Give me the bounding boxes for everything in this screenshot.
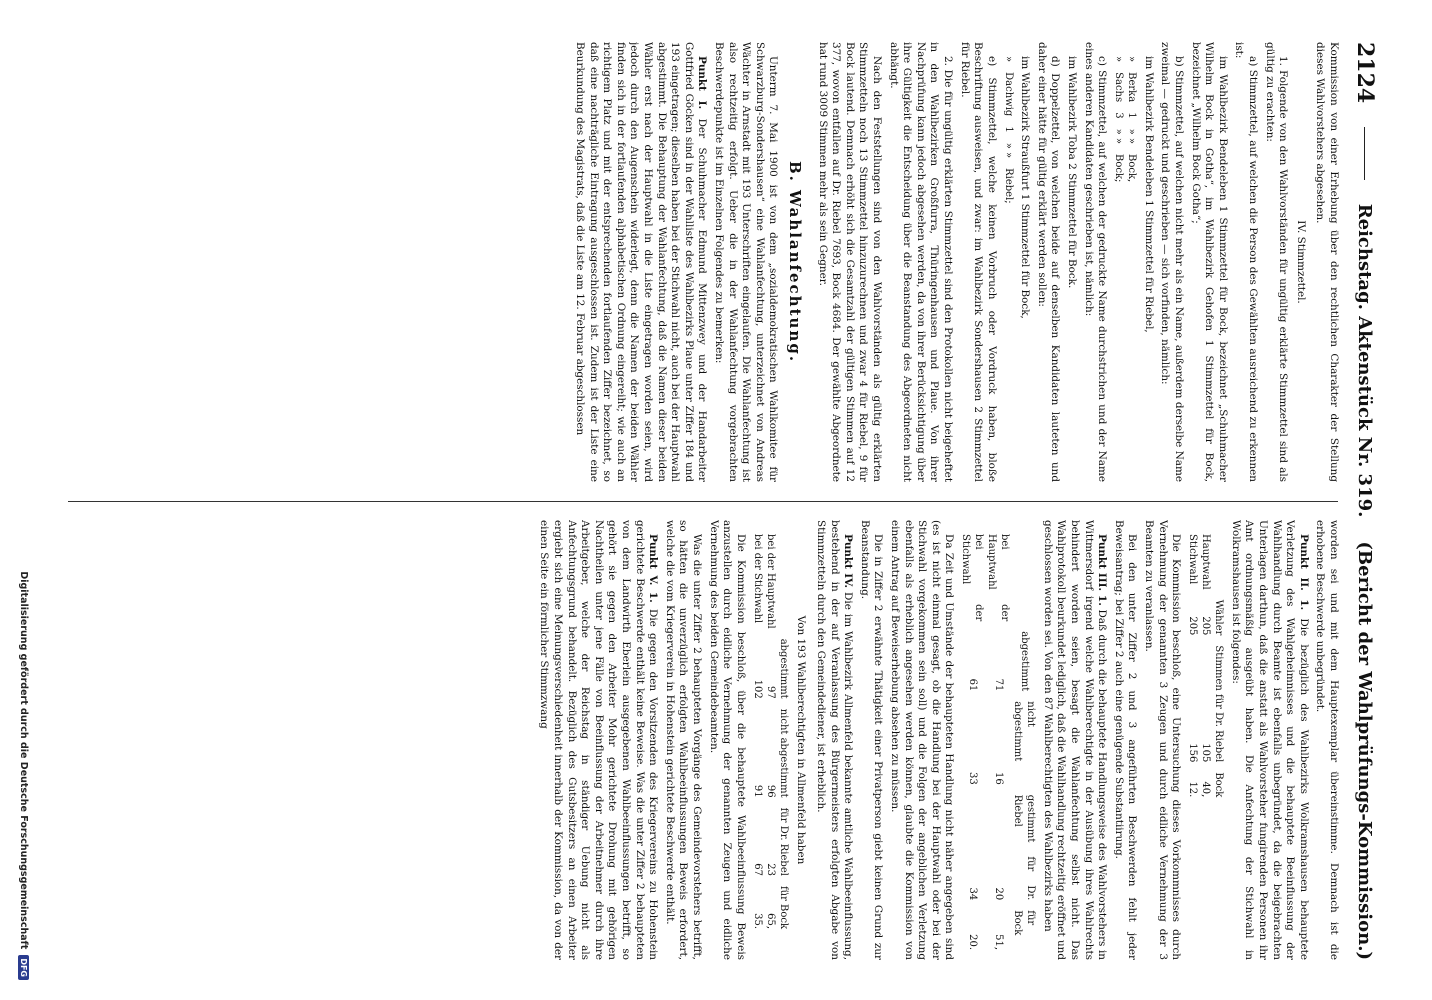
paragraph: im Wahlbezirk Bendeleben 1 Stimmzettel für Riebel, <box>1142 56 1155 333</box>
table-row <box>764 534 777 939</box>
table-header-cell: Bock <box>1213 772 1225 798</box>
table-row <box>1125 56 1138 192</box>
table-row <box>959 534 985 960</box>
paragraph-centered: Von 193 Wahlberechtigten in Allmenfeld haben <box>795 615 808 865</box>
table-header-cell: für Bock <box>777 885 789 930</box>
table-cell: 20. <box>966 934 978 950</box>
section-heading-wahlanfechtung: B. Wahlanfechtung. <box>786 160 804 364</box>
paragraph: 2. Die für ungültig erklärten Stimmzettel sind den Protokollen nicht beigeheftet in den Wahlbezirken Großfurra, Thüringenhausen und Plaue. Von ihrer Nachprüfung kann jedoch abgesehen werden, da von ihrer Berücksichtigung über ihre Gültigkeit die Entscheidung über die Beanstandung des Abgeordneten nicht abhängt. <box>887 42 954 482</box>
paragraph: im Wahlbezirk Straußfurt 1 Stimmzettel für Bock, <box>1019 56 1032 319</box>
table-header-cell: gestimmt für Dr. Riebel <box>1012 794 1037 901</box>
paragraph: c) Stimmzettel, auf welchen der gedruckte Name durchstrichen und der Name eines anderen Kandidaten geschrieben ist, nämlich: <box>1082 42 1109 482</box>
table-header-cell: Stimmen für Dr. Riebel <box>1213 645 1225 763</box>
page-header <box>1350 42 1380 960</box>
table-header-cell: nicht abgestimmt <box>1012 701 1037 762</box>
paragraph: Die in Ziffer 2 erwähnte Thätigkeit einer Privatperson giebt keinen Grund zur Beanstandung. <box>858 520 885 960</box>
table-cell: 105 <box>1200 743 1212 763</box>
list-count: 1 <box>1002 126 1014 133</box>
paragraph: Kommission von einer Erhebung über den rechtlichen Charakter der Stellung dieses Wahlvorstehers abgesehen. <box>1314 42 1340 482</box>
list-b <box>1112 56 1138 192</box>
table-cell: Stichwahl <box>1187 534 1199 585</box>
dfg-logo-icon: DFG <box>19 955 30 980</box>
table-row <box>751 534 764 939</box>
table-cell: 61 <box>966 678 978 692</box>
page-number: 2124 <box>1352 42 1378 104</box>
table-cell: bei der Stichwahl <box>960 534 985 622</box>
table-cell: 35. <box>751 913 763 930</box>
point-label: Punkt III. 1. <box>1096 534 1109 606</box>
table-cell: 102 <box>751 679 763 699</box>
credit-text: Digitalisierung gefördert durch die Deutsche Forschungsgemeinschaft <box>18 571 30 950</box>
list-prefix: » » <box>1126 128 1138 144</box>
table-cell: 34 <box>966 887 978 901</box>
table-header-cell: abgestimmt <box>777 638 789 699</box>
table-cell: 12. <box>1187 781 1199 798</box>
table-cell: 51, <box>992 934 1004 950</box>
table-cell: 97 <box>764 685 776 699</box>
paragraph-text: Die bezüglich des Wahlbezirks Wolkramshausen behauptete Verletzung des Wahlgeheimnisses und die behauptete Beeinflussung der Wahlhandlung durch Beamte ist ebenfalls unbegründet, da die beigebrachten Unterlagen darthun, daß die anstatt als Wahlvorsteher fungirenden Personen ihr Amt ordnungsmäßig ausgeübt haben. Die Anfechtung der Stichwahl in Wolkramshausen ist folgendes: <box>1229 520 1310 960</box>
table-header-cell: abgestimmt <box>1018 631 1030 692</box>
table-header-cell <box>1212 534 1225 600</box>
vote-table-2 <box>959 534 1037 960</box>
vote-table-3 <box>751 534 790 939</box>
paragraph-text: Der Schuhmacher Edmund Mittenzwey und der Handarbeiter Gottfried Göcken sind in der Wahlliste des Wahlbezirks Plaue unter Ziffer 184 und 193 eingetragen; dieselben haben bei der Stichwahl nicht, auch bei der Hauptwahl abgestimmt. Die Behauptung der Wahlanfechtung, daß die Namen dieser beiden Wähler erst nach der Hauptwahl in die Liste eingetragen worden seien, wird jedoch durch den Augenschein widerlegt, denn die Namen der beiden Wähler finden sich in der fortlaufenden alphabetischen Ordnung eingereiht; wie auch an richtigem Platz und mit der entsprechenden fortlaufenden Ziffer bezeichnet, so daß eine nachträgliche Eintragung ausgeschlossen ist. Zudem ist der Liste eine Beurkundung des Magistrats, daß die Liste am 12. Februar abgeschlossen <box>574 42 709 482</box>
table-header-row <box>777 534 790 939</box>
list-d <box>1002 56 1015 214</box>
paragraph: Was die unter Ziffer 2 behaupteten Vorgänge des Gemeindevorstehers betrifft, so hätten die unverzüglich erfolgten Wahlbeeinflussungen Beweis erfordert, welche die vom Kriegerverein in Hohenstein gerichtete Beschwerde enthält. <box>663 520 703 960</box>
list-prefix: » <box>1002 56 1014 63</box>
table-cell: bei der Stichwahl <box>751 534 763 624</box>
list-candidate: Bock; <box>1113 154 1125 183</box>
list-prefix: » <box>1113 56 1125 63</box>
column-right <box>60 520 1340 960</box>
page-subtitle: (Bericht der Wahlprüfungs-Kommission.) <box>1354 541 1376 960</box>
paragraph: d) Doppelzettel, von welchen beide auf denselben Kandidaten lauteten und daher einer hätte für gültig erklärt werden sollen: <box>1035 42 1062 482</box>
list-candidate: Riebel; <box>1002 168 1014 204</box>
list-place: Sachs <box>1113 72 1125 103</box>
paragraph: b) Stimmzettel, auf welchen nicht mehr als ein Name, außerdem derselbe Name zweimal — gedruckt und geschrieben — sich vorfinden, nämlich: <box>1159 42 1186 482</box>
table-cell: 33 <box>966 771 978 785</box>
table-row <box>1002 56 1015 214</box>
table-cell: 23 <box>764 863 776 876</box>
paragraph: Da Zeit und Umstände der behaupteten Handlung nicht näher angegeben sind (es ist nicht einmal gesagt, ob die Handlung bei der Hauptwahl oder bei der Stichwahl vorgekommen sein soll) und die Folgen der angeblichen Verletzung ebenfalls als erheblich angesehen werden können, glaubte die Kommission von einem Antrag auf Beweiserhebung absehen zu müssen. <box>888 520 956 960</box>
paragraph: Die Kommission beschloß, eine Untersuchung dieses Vorkommnisses durch Vernehmung der genannten 3 Zeugen und durch eidliche Vernehmung der 3 Beamten zu veranlassen. <box>1143 520 1183 960</box>
point-label: Punkt II. 1. <box>1297 534 1310 611</box>
paragraph: Bei den unter Ziffer 2 und 3 angeführten Beschwerden fehlt jeder Beweisantrag; bei Ziffer 2 auch eine genügende Substantiirung. <box>1112 520 1139 960</box>
column-left <box>60 42 1340 482</box>
table-header-cell: für Bock <box>1012 910 1037 936</box>
table-row <box>1199 534 1212 807</box>
table-cell: 40, <box>1200 781 1212 798</box>
table-cell: 96 <box>764 784 776 798</box>
paragraph-text: Daß durch die behauptete Handlungsweise des Wahlvorstehers in Wittmersdorf irgend welche Wahlberechtigte in der Ausübung ihres Wahlrechts behindert worden seien, besagt die Wahlanfechtung selbst nicht. Das Wahlprotokoll beurkundet lediglich, daß die Wahlhandlung rechtzeitig eröffnet und geschlossen worden sei. Von den 87 Wahlberechtigten des Wahlbezirks haben <box>1041 520 1109 960</box>
point-label: Punkt IV. <box>842 534 855 588</box>
page-title: Reichstag. Aktenstück Nr. 319. <box>1354 203 1376 518</box>
table-header-cell: für Dr. Riebel <box>777 807 789 876</box>
paragraph-text: Die im Wahlbezirk Allmenfeld bekannte amtliche Wahlbeeinflussung, bestehend in der auf Veranlassung des Bürgermeisters erfolgten Abgabe von Stimmzetteln durch den Gemeindediener, ist erheblich. <box>814 520 855 960</box>
table-header-cell: nicht abgestimmt <box>777 708 789 798</box>
paragraph <box>537 520 659 960</box>
point-label: Punkt V. 1. <box>647 534 660 603</box>
list-prefix: » » <box>1113 128 1125 144</box>
list-candidate: Bock, <box>1126 154 1138 183</box>
table-header-cell: Wähler <box>1213 599 1225 636</box>
paragraph: im Wahlbezirk Bendeleben 1 Stimmzettel für Bock, bezeichnet „Schuhmacher Wilhelm Bock in Gotha“, im Wahlbezirk Gehofen 1 Stimmzettel für Bock, bezeichnet „Wilhelm Bock Gotha“; <box>1189 42 1229 482</box>
table-cell: bei der Hauptwahl <box>986 534 1011 622</box>
paragraph: im Wahlbezirk Toba 2 Stimmzettel für Bock. <box>1066 56 1079 289</box>
table-cell: 156 <box>1187 743 1199 763</box>
section-heading-stimmzettel: IV. Stimmzettel. <box>1294 220 1307 304</box>
vote-table-1 <box>1186 534 1225 807</box>
list-place: Berka <box>1126 72 1138 103</box>
table-header-cell <box>1011 534 1037 631</box>
paragraph <box>1228 520 1310 960</box>
list-prefix: » <box>1126 56 1138 63</box>
table-row <box>1112 56 1125 192</box>
point-label: Punkt I. <box>696 56 709 110</box>
paragraph-text: Die gegen den Vorsitzenden des Kriegervereins zu Hohenstein gerichtete Beschwerde enthält keine Beweise. Was die unter Ziffer 2 behaupteten von dem Landwirth Eberlein ausgegebenen Wahlbeeinflussungen betrifft, so gehört sie gegen den Arbeiter Mohr gerichtete Drohung mit gehörigen Nachtheilen unter jene Fälle von Beeinflussung der Arbeitnehmer durch ihre Arbeitgeber, welche der Reichstag in ständiger Uebung nicht als Anfechtungsgrund behandelt. Bezüglich des Gutsbesitzers an einen Arbeiter ergiebt sich eine Meinungsverschiedenheit innerhalb der Kommission, da von der einen Seite ein förmlicher Stimmzwang <box>538 520 660 960</box>
table-cell: 71 <box>992 678 1004 692</box>
list-count: 3 <box>1113 112 1125 119</box>
table-row <box>985 534 1011 960</box>
table-cell: 91 <box>751 784 763 798</box>
list-count: 1 <box>1126 112 1138 119</box>
table-header-row <box>1011 534 1037 960</box>
digitization-credit <box>14 20 34 980</box>
paragraph: Nach den Feststellungen sind von den Wahlvorständen als gültig erklärten Stimmzetteln noch 13 Stimmzettel hinzuzurechnen und zwar 4 für Riebel, 9 für Bock lautend. Demnach erhöht sich die Gesamtzahl der gültigen Stimmen auf 12 377, wovon entfallen auf Dr. Riebel 7693, Bock 4684. Der gewählte Abgeordnete hat rund 3009 Stimmen mehr als sein Gegner. <box>816 42 883 482</box>
column-divider <box>68 501 1338 502</box>
table-header-row <box>1212 534 1225 807</box>
paragraph <box>573 42 709 482</box>
paragraph: Die Kommission beschloß, über die behauptete Wahlbeeinflussung Beweis anzustellen durch eidliche Vernehmung der genannten Zeugen und eidliche Vernehmung des beiden Gemeindebeamten. <box>707 520 747 960</box>
table-cell: 205 <box>1187 616 1199 636</box>
table-cell: Hauptwahl <box>1200 534 1212 590</box>
table-cell: 67 <box>751 863 763 876</box>
paragraph <box>813 520 854 960</box>
paragraph: Unterm 7. Mai 1900 ist von dem „sozialdemokratischen Wahlkomitee für Schwarzburg-Sondershausen“ eine Wahlanfechtung, unterzeichnet von Andreas Wächter in Arnstadt mit 193 Unterschriften eingelaufen. Die Wahlanfechtung ist also rechtzeitig erfolgt. Ueber die in der Wahlanfechtung vorgebrachten Beschwerdepunkte ist im Einzelnen Folgendes zu bemerken: <box>713 42 780 482</box>
paragraph: e) Stimmzettel, welche keinen Vorbruch oder Vordruck haben, bloße Beschriftung ausweisen, und zwar: im Wahlbezirk Sondershausen 2 Stimmzettel für Riebel. <box>958 42 998 482</box>
list-place: Dachwig <box>1002 72 1014 117</box>
table-row <box>1186 534 1199 807</box>
table-cell: 16 <box>992 771 1004 785</box>
table-cell: 65, <box>764 913 776 930</box>
list-prefix: » » <box>1002 142 1014 159</box>
page-body <box>50 42 1380 960</box>
header-rule <box>1365 127 1366 179</box>
paragraph: a) Stimmzettel, auf welchen die Person des Gewählten ausreichend zu erkennen ist: <box>1233 42 1260 482</box>
paragraph: worden sei und mit dem Hauptexemplar übereinstimme. Demnach ist die erhobene Beschwerde unbegründet. <box>1314 520 1340 960</box>
table-header-cell <box>777 534 790 639</box>
table-cell: bei der Hauptwahl <box>764 534 776 629</box>
paragraph: 1. Folgende von den Wahlvorständen für ungültig erklärte Stimmzettel sind als gültig zu erachten: <box>1263 42 1290 482</box>
paragraph <box>1040 520 1108 960</box>
table-cell: 205 <box>1200 616 1212 636</box>
table-cell: 20 <box>992 887 1004 901</box>
